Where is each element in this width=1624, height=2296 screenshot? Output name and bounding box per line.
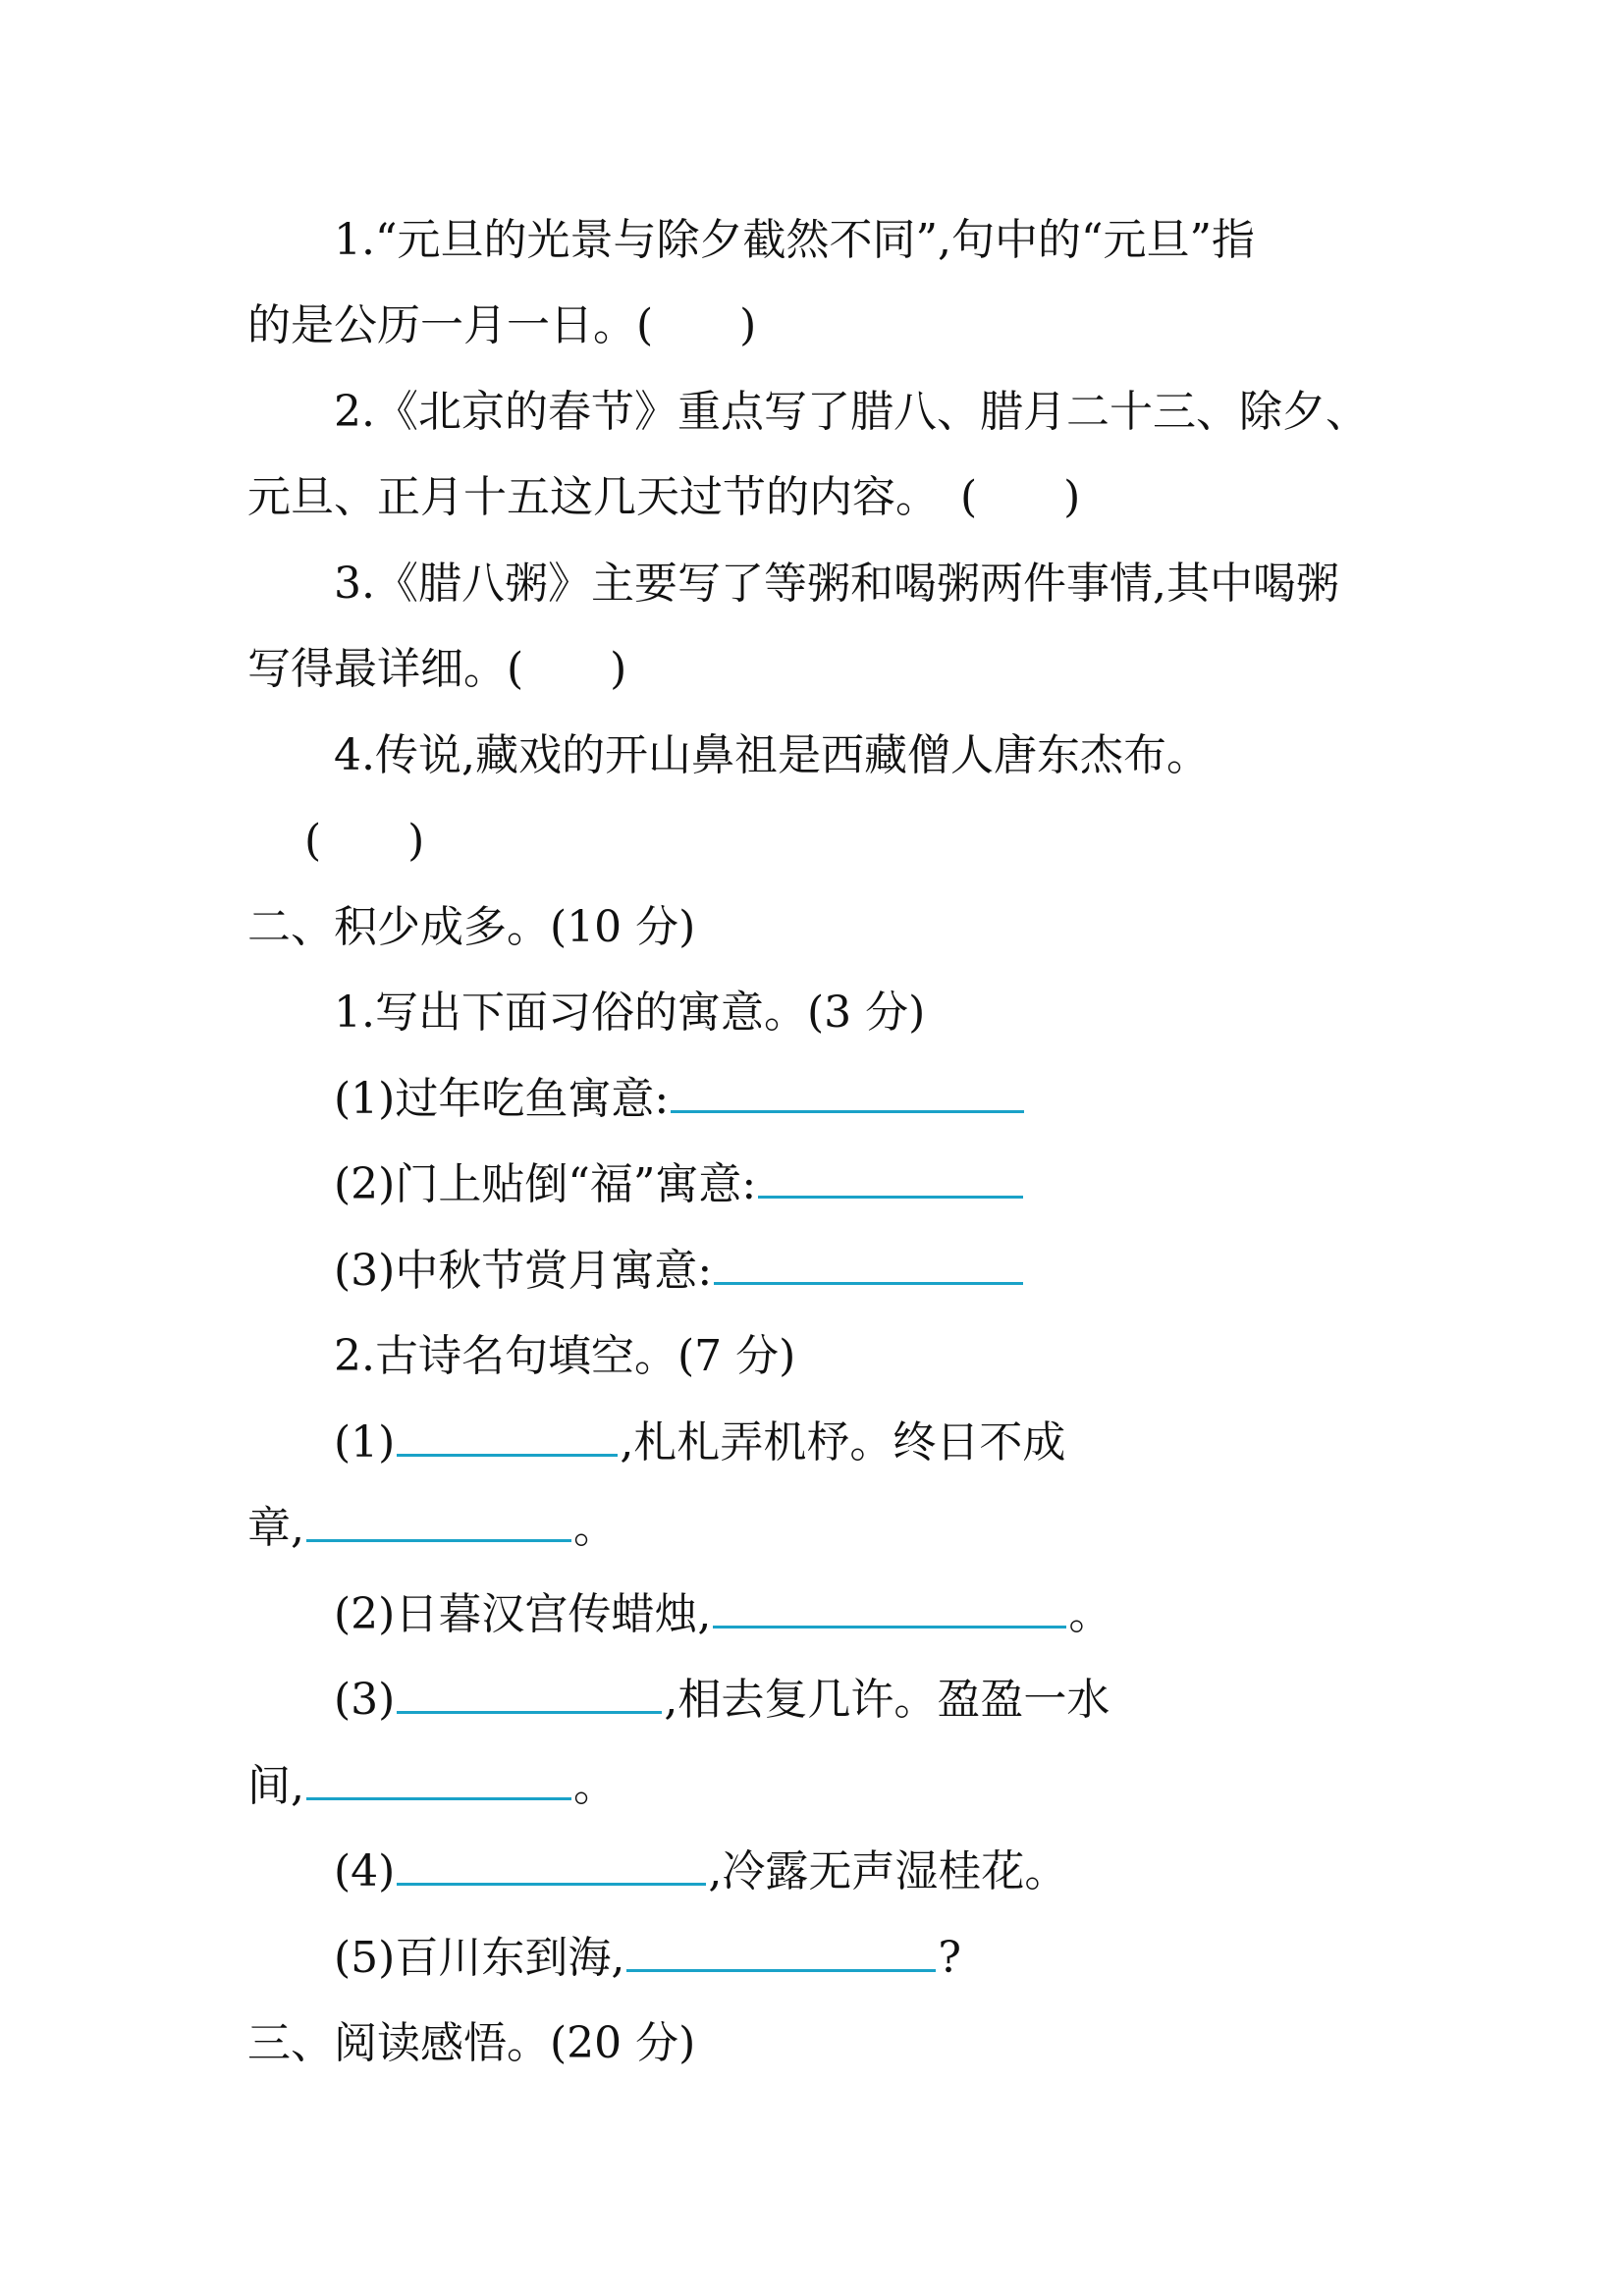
poem-3-line2-prefix: 间, [247,1761,304,1811]
q2-line2: 元旦、正月十五这几天过节的内容。 ( ) [247,472,1081,522]
poem-3-prefix: (3) [334,1675,396,1725]
custom-item-3 [334,1242,1025,1301]
poem-1-line1 [334,1414,1065,1472]
section2-part2-title: 2.古诗名句填空。(7 分) [334,1331,796,1381]
poem-5 [334,1929,961,1988]
answer-blank-1[interactable] [671,1071,1024,1113]
q4-line1: 4.传说,藏戏的开山鼻祖是西藏僧人唐东杰布。 [334,730,1210,780]
poem-2 [334,1585,1111,1644]
poem-blank-5[interactable] [626,1930,936,1972]
q1-line2: 的是公历一月一日。( ) [247,300,757,350]
poem-blank-4[interactable] [397,1843,706,1886]
poem-4-after: ,冷露无声湿桂花。 [708,1846,1068,1896]
custom-item-3-label: (3)中秋节赏月寓意: [334,1246,713,1296]
custom-item-2-label: (2)门上贴倒“福”寓意: [334,1159,757,1209]
poem-3-line2-end: 。 [573,1761,617,1811]
poem-3-after: ,相去复几许。盈盈一水 [664,1675,1110,1725]
poem-blank-2[interactable] [713,1586,1066,1629]
custom-item-1 [334,1070,1026,1129]
q3-line1: 3.《腊八粥》主要写了等粥和喝粥两件事情,其中喝粥 [334,559,1339,609]
poem-5-prefix: (5)百川东到海, [334,1933,625,1983]
poem-blank-1b[interactable] [306,1500,571,1542]
q1-line1: 1.“元旦的光景与除夕截然不同”,句中的“元旦”指 [334,215,1255,265]
poem-1-after: ,札札弄机杼。终日不成 [620,1417,1066,1468]
q3-line2: 写得最详细。( ) [247,644,627,694]
section2-part1-title: 1.写出下面习俗的寓意。(3 分) [334,988,926,1038]
poem-1-line2 [247,1499,617,1558]
poem-2-end: 。 [1068,1589,1112,1639]
poem-4-prefix: (4) [334,1846,396,1896]
section2-title: 二、积少成多。(10 分) [247,902,696,952]
poem-blank-3a[interactable] [397,1672,662,1714]
section3-title: 三、阅读感悟。(20 分) [247,2018,696,2068]
poem-1-prefix: (1) [334,1417,396,1468]
poem-3-line2 [247,1757,617,1816]
poem-1-line2-prefix: 章, [247,1503,304,1553]
poem-1-line2-end: 。 [573,1503,617,1553]
q4-line2: ( ) [304,816,425,866]
poem-3-line1 [334,1671,1110,1730]
poem-2-prefix: (2)日暮汉宫传蜡烛, [334,1589,712,1639]
custom-item-1-label: (1)过年吃鱼寓意: [334,1074,670,1124]
poem-5-end: ? [938,1933,961,1983]
poem-4 [334,1842,1067,1901]
q2-line1: 2.《北京的春节》重点写了腊八、腊月二十三、除夕、 [334,387,1369,437]
poem-blank-1a[interactable] [397,1415,618,1457]
poem-blank-3b[interactable] [306,1758,571,1800]
answer-blank-3[interactable] [714,1243,1023,1285]
custom-item-2 [334,1155,1025,1214]
answer-blank-2[interactable] [758,1156,1023,1199]
